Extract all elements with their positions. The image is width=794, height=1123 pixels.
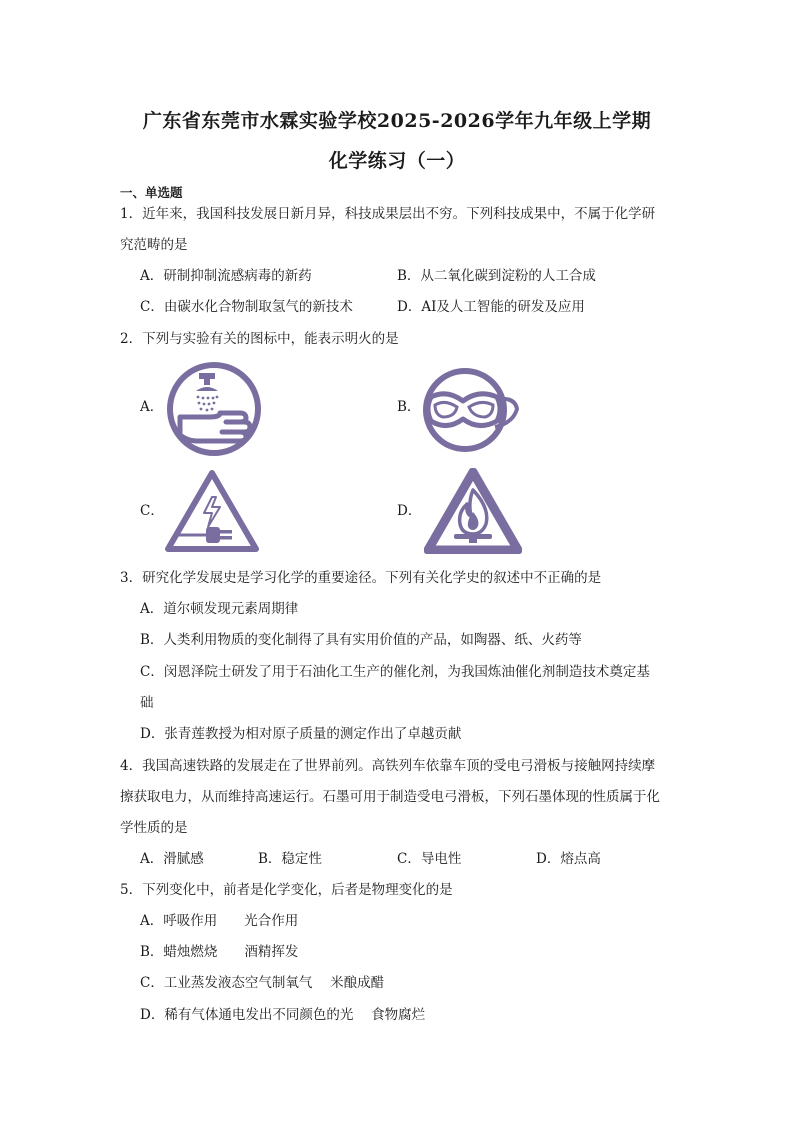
question-3-stem: 3．研究化学发展史是学习化学的重要途径。下列有关化学史的叙述中不正确的是 [120,570,602,586]
electric-hazard-icon [164,469,260,553]
open-flame-icon [424,468,522,554]
question-3-option-a: A．道尔顿发现元素周期律 [140,601,299,617]
question-5-option-c: C．工业蒸发液态空气制氧气 米酿成醋 [140,975,385,991]
question-2-option-c: C． [140,503,164,519]
question-4-option-c: C．导电性 [397,851,462,867]
question-1-option-b: B．从二氧化碳到淀粉的人工合成 [397,268,596,284]
question-1-stem-line-2: 究范畴的是 [120,237,188,253]
question-2-stem: 2．下列与实验有关的图标中，能表示明火的是 [120,331,399,347]
question-5-option-d: D．稀有气体通电发出不同颜色的光 食物腐烂 [140,1007,426,1023]
question-4-stem-line-2: 擦获取电力，从而维持高速运行。石墨可用于制造受电弓滑板，下列石墨体现的性质属于化 [120,789,660,805]
question-3-option-c-cont: 础 [140,695,154,711]
question-4-stem-line-3: 学性质的是 [120,820,188,836]
question-1-option-a: A．研制抑制流感病毒的新药 [140,268,312,284]
question-1-option-d: D．AI及人工智能的研发及应用 [397,299,585,315]
question-1-option-c: C．由碳水化合物制取氢气的新技术 [140,299,353,315]
question-2-option-b: B． [397,399,421,415]
question-1-stem-line-1: 1．近年来，我国科技发展日新月异，科技成果层出不穷。下列科技成果中，不属于化学研 [120,206,656,222]
question-5-option-b: B．蜡烛燃烧 酒精挥发 [140,944,299,960]
question-3-option-c: C．闵恩泽院士研发了用于石油化工生产的催化剂，为我国炼油催化剂制造技术奠定基 [140,664,650,680]
goggles-icon [421,367,519,453]
page-title: 广东省东莞市水霖实验学校2025-2026学年九年级上学期 [142,110,652,132]
page-subtitle: 化学练习（一） [328,150,466,172]
question-4-option-d: D．熔点高 [536,851,601,867]
question-3-option-d: D．张青莲教授为相对原子质量的测定作出了卓越贡献 [140,726,462,742]
question-2-option-d: D． [397,503,422,519]
hand-wash-icon [166,361,262,457]
question-4-stem-line-1: 4．我国高速铁路的发展走在了世界前列。高铁列车依靠车顶的受电弓滑板与接触网持续摩 [120,758,656,774]
question-4-option-a: A．滑腻感 [140,851,204,867]
question-4-option-b: B．稳定性 [258,851,322,867]
question-3-option-b: B．人类利用物质的变化制得了具有实用价值的产品，如陶器、纸、火药等 [140,632,582,648]
section-heading: 一、单选题 [120,185,183,200]
question-2-option-a: A． [140,399,164,415]
question-5-option-a: A．呼吸作用 光合作用 [140,913,299,929]
question-5-stem: 5．下列变化中，前者是化学变化，后者是物理变化的是 [120,882,453,898]
